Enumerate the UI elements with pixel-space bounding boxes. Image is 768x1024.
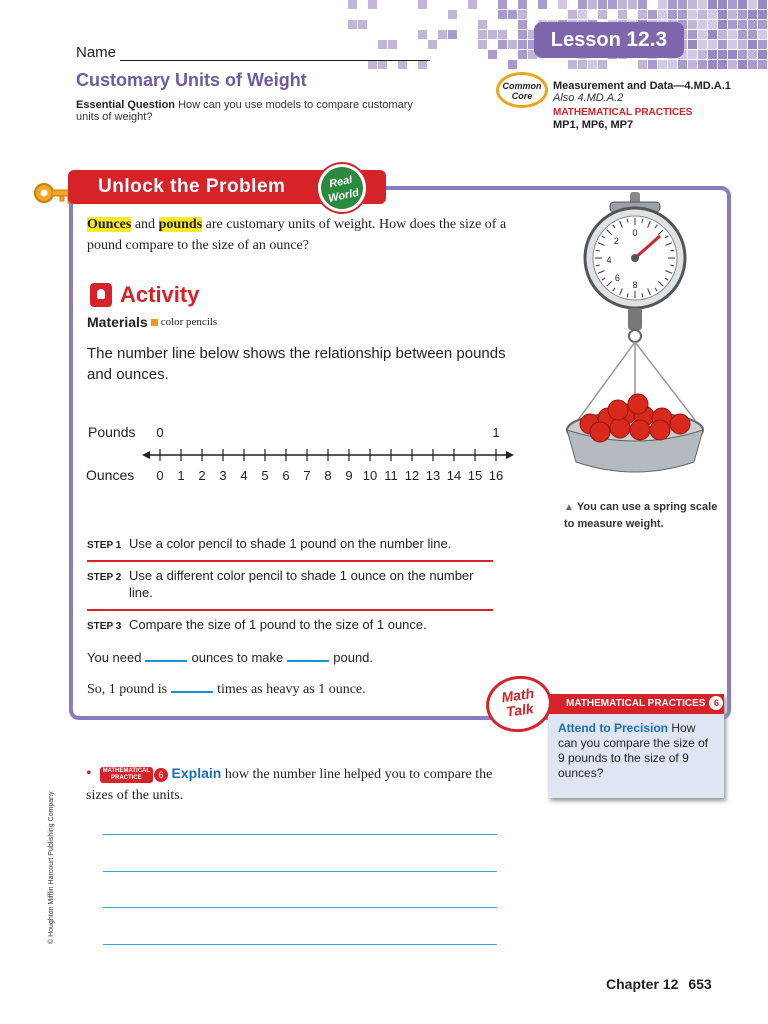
mosaic-tile <box>498 30 507 39</box>
dial-number: 4 <box>606 254 612 265</box>
page-number: 653 <box>688 976 712 992</box>
mosaic-tile <box>438 30 447 39</box>
ounce-tick-label: 13 <box>425 468 441 483</box>
practice-number-icon: 6 <box>709 696 723 710</box>
fill-1c: pound. <box>333 650 374 665</box>
scale-bottom <box>628 308 642 330</box>
mosaic-tile <box>368 0 377 9</box>
pounds-label: Pounds <box>88 424 136 440</box>
step-divider <box>87 609 493 611</box>
mosaic-tile <box>348 20 357 29</box>
mosaic-tile <box>708 10 717 19</box>
mosaic-tile <box>748 0 757 9</box>
mosaic-tile <box>498 10 507 19</box>
mosaic-tile <box>708 20 717 29</box>
mosaic-tile <box>598 10 607 19</box>
mosaic-tile <box>578 60 587 69</box>
unlock-problem-banner: Unlock the Problem <box>68 170 386 204</box>
mosaic-tile <box>728 20 737 29</box>
math-talk-heading-text: MATHEMATICAL PRACTICES <box>566 698 706 709</box>
page-title: Customary Units of Weight <box>76 70 307 90</box>
fill-2a: So, 1 pound is <box>87 682 168 697</box>
ounce-tick-label: 9 <box>345 468 353 483</box>
materials-item: color pencils <box>160 316 218 328</box>
essential-question <box>76 99 426 123</box>
tomato <box>610 418 630 438</box>
ounces-label: Ounces <box>86 467 135 483</box>
tomato <box>590 422 610 442</box>
mosaic-tile <box>498 0 507 9</box>
mosaic-tile <box>688 50 697 59</box>
tomato <box>630 420 650 440</box>
spring-scale-image <box>560 190 720 490</box>
mosaic-tile <box>558 0 567 9</box>
mosaic-tile <box>648 10 657 19</box>
practices-list: MP1, MP6, MP7 <box>553 119 634 131</box>
lesson-tab <box>534 22 684 58</box>
ounce-tick-label: 4 <box>240 468 248 483</box>
bullet-square-icon <box>151 319 158 326</box>
arrow-left-icon <box>142 451 150 459</box>
common-core-badge <box>496 72 548 108</box>
mosaic-tile <box>678 10 687 19</box>
number-line-description: The number line below shows the relationship between pounds and ounces. <box>87 345 506 383</box>
pound-tick-label: 0 <box>156 425 164 440</box>
step-divider <box>87 560 493 562</box>
essential-question-label: Essential Question <box>76 99 176 111</box>
common-core-line1: Common <box>502 81 542 91</box>
mosaic-tile <box>718 50 727 59</box>
mosaic-tile <box>688 0 697 9</box>
number-line[interactable] <box>84 420 514 490</box>
mosaic-tile <box>358 20 367 29</box>
bullet-icon: • <box>86 765 92 782</box>
fill-1b: ounces to make <box>191 650 284 665</box>
mosaic-tile <box>708 50 717 59</box>
mosaic-tile <box>598 60 607 69</box>
step-3-num: STEP 3 <box>87 621 122 632</box>
mosaic-tile <box>668 10 677 19</box>
intro-text <box>87 214 507 256</box>
mosaic-tile <box>588 0 597 9</box>
mosaic-tile <box>578 0 587 9</box>
mosaic-tile <box>698 10 707 19</box>
mosaic-tile <box>478 20 487 29</box>
name-input-line[interactable] <box>120 47 430 61</box>
pound-tick-label: 1 <box>492 425 500 440</box>
mosaic-tile <box>678 0 687 9</box>
mosaic-tile <box>588 60 597 69</box>
practice-number-icon: 6 <box>154 768 168 782</box>
mosaic-tile <box>748 50 757 59</box>
scale-caption <box>564 499 724 533</box>
mathematical-practice-tag <box>100 767 153 783</box>
mosaic-tile <box>568 10 577 19</box>
explain-word: Explain <box>171 765 222 781</box>
mosaic-tile <box>758 50 767 59</box>
name-label: Name <box>76 44 117 61</box>
mosaic-tile <box>628 0 637 9</box>
mosaic-tile <box>738 20 747 29</box>
mosaic-tile <box>658 10 667 19</box>
mosaic-tile <box>728 10 737 19</box>
step-1 <box>87 535 497 554</box>
activity-title: Activity <box>120 282 200 307</box>
math-talk-question: How can you compare the size of 9 pounds to the size of 9 ounces? <box>558 721 709 780</box>
mosaic-tile <box>518 20 527 29</box>
mosaic-tile <box>618 10 627 19</box>
mosaic-tile <box>758 40 767 49</box>
ounce-tick-label: 3 <box>219 468 227 483</box>
math-talk-bubble-line2: Talk <box>505 700 535 720</box>
mosaic-tile <box>688 60 697 69</box>
mosaic-tile <box>518 30 527 39</box>
mosaic-tile <box>658 60 667 69</box>
dial-number: 0 <box>632 228 638 238</box>
standards-block <box>553 80 731 131</box>
step-2-num: STEP 2 <box>87 572 122 583</box>
mosaic-tile <box>688 20 697 29</box>
mosaic-tile <box>398 60 407 69</box>
mosaic-tile <box>518 40 527 49</box>
step-2-text: Use a different color pencil to shade 1 ounce on the number line. <box>129 568 474 600</box>
mosaic-tile <box>468 0 477 9</box>
mosaic-tile <box>648 60 657 69</box>
mosaic-tile <box>718 60 727 69</box>
copyright: © Houghton Mifflin Harcourt Publishing Company <box>48 791 55 944</box>
mosaic-tile <box>708 30 717 39</box>
answer-line[interactable] <box>103 907 497 908</box>
mosaic-tile <box>698 60 707 69</box>
mosaic-tile <box>738 40 747 49</box>
lesson-label: Lesson <box>550 29 621 51</box>
ounce-tick-label: 7 <box>303 468 311 483</box>
mosaic-tile <box>608 0 617 9</box>
dial-number: 8 <box>632 279 638 290</box>
step-1-text: Use a color pencil to shade 1 pound on the number line. <box>129 536 452 551</box>
mosaic-tile <box>518 50 527 59</box>
mosaic-tile <box>448 10 457 19</box>
tomato <box>650 420 670 440</box>
scale-caption-text: You can use a spring scale to measure weight. <box>564 501 718 530</box>
ounce-tick-label: 2 <box>198 468 206 483</box>
fill-1a: You need <box>87 650 142 665</box>
essential-question-text: How can you use models to compare customary units of weight? <box>76 99 413 123</box>
ounce-tick-label: 12 <box>404 468 420 483</box>
mosaic-tile <box>738 30 747 39</box>
mosaic-tile <box>538 0 547 9</box>
real-world-line1: Real <box>328 173 354 191</box>
mosaic-tile <box>698 50 707 59</box>
step-1-num: STEP 1 <box>87 540 122 551</box>
mosaic-tile <box>728 0 737 9</box>
explain-text: how the number line helped you to compare the sizes of the units. <box>86 767 493 803</box>
mosaic-tile <box>718 40 727 49</box>
answer-line[interactable] <box>103 834 497 835</box>
mosaic-tile <box>478 30 487 39</box>
answer-blank-times[interactable] <box>171 681 213 693</box>
common-core-line2: Core <box>511 91 533 101</box>
mp-tag-line2: PRACTICE <box>110 774 142 781</box>
mosaic-tile <box>668 0 677 9</box>
mosaic-tile <box>498 40 507 49</box>
ounce-tick-label: 0 <box>156 468 164 483</box>
mosaic-tile <box>758 30 767 39</box>
page-footer <box>606 976 712 992</box>
mosaic-tile <box>758 10 767 19</box>
mosaic-tile <box>488 50 497 59</box>
dial-number: 6 <box>614 273 620 284</box>
standard-also: Also 4.MD.A.2 <box>553 92 624 104</box>
ounce-tick-label: 15 <box>467 468 483 483</box>
mosaic-tile <box>568 60 577 69</box>
mosaic-tile <box>718 30 727 39</box>
tomato <box>670 414 690 434</box>
ounce-tick-label: 6 <box>282 468 290 483</box>
mosaic-tile <box>668 60 677 69</box>
mosaic-tile <box>508 40 517 49</box>
ounce-tick-label: 11 <box>384 468 398 483</box>
mosaic-tile <box>518 0 527 9</box>
vocab-pounds: pounds <box>158 217 203 232</box>
mosaic-tile <box>748 10 757 19</box>
step-3-text: Compare the size of 1 pound to the size of 1 ounce. <box>129 617 427 632</box>
explain-prompt <box>86 763 506 806</box>
ounce-tick-label: 5 <box>261 468 269 483</box>
mosaic-tile <box>688 10 697 19</box>
mosaic-tile <box>488 30 497 39</box>
real-world-line2: World <box>327 186 361 205</box>
name-row <box>76 44 430 61</box>
scale-pivot <box>631 254 639 262</box>
mosaic-tile <box>618 0 627 9</box>
mosaic-tile <box>578 10 587 19</box>
mosaic-tile <box>748 30 757 39</box>
mosaic-tile <box>748 20 757 29</box>
mosaic-tile <box>708 0 717 9</box>
materials-label: Materials <box>87 314 148 330</box>
mosaic-tile <box>698 20 707 29</box>
ounce-tick-label: 10 <box>362 468 378 483</box>
mosaic-tile <box>418 30 427 39</box>
answer-line[interactable] <box>103 871 497 872</box>
mosaic-tile <box>748 60 757 69</box>
mosaic-tile <box>418 0 427 9</box>
mosaic-tile <box>708 60 717 69</box>
mosaic-tile <box>738 0 747 9</box>
fill-line-2 <box>87 681 366 698</box>
math-talk-lead: Attend to Precision <box>558 721 669 735</box>
mosaic-tile <box>348 0 357 9</box>
tomato <box>608 400 628 420</box>
mosaic-tile <box>478 40 487 49</box>
practices-heading: MATHEMATICAL PRACTICES <box>553 107 693 118</box>
mosaic-tile <box>378 60 387 69</box>
mosaic-tile <box>708 40 717 49</box>
mosaic-tile <box>688 30 697 39</box>
mosaic-tile <box>658 0 667 9</box>
mosaic-tile <box>718 10 727 19</box>
intro-and: and <box>131 217 159 232</box>
answer-line[interactable] <box>103 944 497 945</box>
ounce-tick-label: 16 <box>488 468 504 483</box>
lesson-number: 12.3 <box>626 28 668 51</box>
step-2 <box>87 567 497 601</box>
mosaic-tile <box>728 40 737 49</box>
vocab-ounces: Ounces <box>87 217 132 232</box>
mosaic-tile <box>638 0 647 9</box>
mosaic-tile <box>738 10 747 19</box>
chapter-label: Chapter 12 <box>606 976 679 992</box>
mosaic-tile <box>678 60 687 69</box>
mosaic-tile <box>698 30 707 39</box>
mosaic-tile <box>448 30 457 39</box>
mosaic-tile <box>758 0 767 9</box>
arrow-right-icon <box>506 451 514 459</box>
mosaic-tile <box>698 0 707 9</box>
mosaic-tile <box>728 60 737 69</box>
mosaic-tile <box>728 50 737 59</box>
math-talk-heading <box>548 694 724 714</box>
mosaic-tile <box>518 10 527 19</box>
triangle-icon: ▲ <box>564 502 574 513</box>
mosaic-tile <box>508 10 517 19</box>
scale-ring <box>629 330 641 342</box>
answer-blank-ounces[interactable] <box>145 650 187 662</box>
mosaic-tile <box>638 60 647 69</box>
mosaic-tile <box>738 50 747 59</box>
mosaic-tile <box>758 60 767 69</box>
step-3 <box>87 616 497 635</box>
mosaic-tile <box>698 40 707 49</box>
mosaic-tile <box>718 0 727 9</box>
mosaic-tile <box>368 60 377 69</box>
ounce-tick-label: 14 <box>446 468 462 483</box>
standard-code: Measurement and Data—4.MD.A.1 <box>553 80 731 92</box>
intro-rest: are customary units of weight. How does the size of a pound compare to the size of an ounce? <box>87 217 507 253</box>
mosaic-tile <box>418 60 427 69</box>
mosaic-tile <box>598 0 607 9</box>
mp-tag-line1: MATHEMATICAL <box>102 767 151 774</box>
ounce-tick-label: 8 <box>324 468 332 483</box>
mosaic-tile <box>728 30 737 39</box>
lock-icon <box>90 283 112 307</box>
answer-blank-pound[interactable] <box>287 650 329 662</box>
activity-heading <box>90 282 199 308</box>
mosaic-tile <box>738 60 747 69</box>
fill-2b: times as heavy as 1 ounce. <box>217 682 366 697</box>
dial-number: 2 <box>613 235 619 246</box>
mosaic-tile <box>638 10 647 19</box>
fill-line-1 <box>87 650 373 665</box>
math-talk-box <box>548 694 724 798</box>
math-talk-bubble-line1: Math <box>500 684 536 706</box>
ounce-tick-label: 1 <box>177 468 185 483</box>
mosaic-tile <box>748 40 757 49</box>
mosaic-tile <box>688 40 697 49</box>
materials-row <box>87 314 217 330</box>
mosaic-tile <box>508 60 517 69</box>
mosaic-tile <box>758 20 767 29</box>
math-talk-text <box>548 714 724 788</box>
mosaic-tile <box>718 20 727 29</box>
tomato <box>628 394 648 414</box>
